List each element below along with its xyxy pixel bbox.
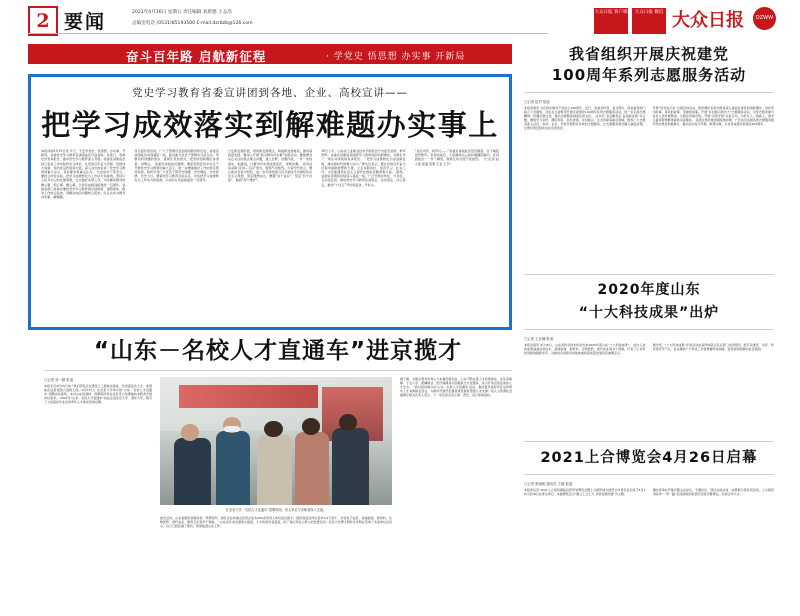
lead-column	[41, 149, 125, 319]
banner-sub-text: · 学党史 悟思想 办实事 开新局	[326, 52, 466, 62]
photo-event-banner	[179, 385, 318, 408]
masthead-contact-line: 总编室电话 (0531)85193500 E-mail:dzrbzb@126.com	[132, 21, 253, 26]
lead-column	[415, 149, 499, 319]
feature-photo-caption: 在北京大学一名校人才直通车”招聘现场，用人单位与求职者深入交流。	[225, 508, 327, 512]
masthead	[28, 6, 776, 40]
banner-main-text: 奋斗百年路 启航新征程	[126, 49, 267, 64]
photo-face-mask-icon	[224, 426, 240, 432]
app-seal-icon: 大众日报 客户端	[594, 8, 628, 34]
lead-column-text: 本报济南4月15日讯 今天，天安学党史、悟思想、办实事、开新局，省委党史学习教育宣讲团成员分赴各地、各部门、各单位作宣讲报告，推动党史学习教育深入开展。省委宣讲团成员结合各自工作实际和学习体会，从党的百年奋斗历程、党的伟大成就、党的优良传统等方面，深入浅出地宣讲了党史学习教育的重大意义、目标要求和重点任务。 与会党员干部表示，要结合岗位实际，把学习成效转化为工作动力和成效，坚持以人民为中心的发展思想，扎实做好各项工作，切实解决群众的操心事、烦心事、揪心事，以优异成绩迎接建党一百周年。各地各部门各单位要把党史学习教育同总结经验、观照现实、推动工作结合起来，同解决实际问题结合起来，扎扎实实为群众办实事、解难题。	[41, 149, 126, 200]
article2-column-text: 本报济南讯 4月15日，山东省科学技术协会发布2020年度山东“十大科技成果”。 此次入选的成果涵盖信息技术、高端装备、新材料、生物医药、现代农业等多个领域，代表了山东科技创新的最新水平，对推动全省新旧动能转换和高质量发展具有重要意义。	[524, 343, 646, 356]
photo-person	[295, 432, 330, 505]
lead-column	[134, 149, 218, 319]
article1-headline-line1: 我省组织开展庆祝建党	[568, 45, 729, 63]
article3-headline: 2021上合博览会4月26日启幕	[540, 450, 758, 466]
feature-photo	[160, 377, 392, 505]
feature-photo-block	[160, 377, 392, 605]
article1-column-text: 本报济南讯 为庆祝中国共产党成立100周年，近日，省委宣传部、省文明办、团省委等部门联合下发通知，决定在全省组织开展庆祝建党100周年系列志愿服务活动，进一步弘扬志愿精神、传播志愿文化，推动志愿服务制度化常态化。 活动以“永远跟党走 奋进新征程”为主题，聚焦学习宣传、便民利民、扶危济困、乡村振兴、生态环保等重点领域，组织广大志愿者深入社区、农村、企业、学校开展形式多样的志愿服务，让志愿服务更好融入基层治理，让群众感受到实实在在的变化。	[524, 106, 646, 131]
article3-column-text: 本报青岛讯 2021上合组织国际投资贸易博览会暨上合组织地方经贸合作青岛论坛将于4月26日至28日在青岛举行。本届博览会以“聚合上合之力 共享发展机遇”为主题。	[524, 488, 646, 497]
lead-column-text: “各位同学，同学们……”省委宣讲团成员话音刚落，台下响起热烈掌声。宣讲结束后，大家围绕关心的问题踊跃提问，宣讲团成员一一作了解答，现场互动交流气氛热烈。 （□记者 赵小菊 报道 统筹 王金 王学）	[414, 149, 500, 166]
photo-person	[257, 435, 292, 505]
article2-column-text: 据介绍，“十大科技成果”评选活动由省科协联合有关部门共同组织，经专家推荐、初评、终评等环节产生，旨在激励广大科技工作者勇攀科技高峰，营造崇尚创新的社会氛围。	[652, 343, 774, 352]
lead-column	[228, 149, 312, 319]
photo-person-head	[302, 418, 321, 435]
nameplate-logo-icon: DZWW	[753, 7, 776, 30]
photo-person	[174, 438, 211, 505]
lead-kicker: 党史学习教育省委宣讲团到各地、企业、高校宣讲——	[132, 87, 408, 99]
article-volunteer-service	[524, 44, 774, 268]
feature-article	[44, 336, 512, 610]
article3-byline: □记者 张晓帆 通讯员 王健 报道	[524, 482, 573, 486]
divider	[524, 329, 774, 330]
photo-person	[216, 431, 251, 505]
article3-column-text: 届时将举办开幕式暨主旨论坛、专题论坛、项目对接洽谈、成果展示等系列活动，上合组织国家和“一带一路”沿线国家的政商代表将齐聚青岛，共商合作大计。	[652, 488, 774, 497]
article-top-ten-tech	[524, 281, 774, 435]
wechat-seal-icon: 大众日报 微信	[632, 8, 666, 34]
lead-article-highlight	[28, 74, 512, 330]
lead-column-text: 立足新发展阶段，贯彻新发展理念，构建新发展格局，推动高质量发展。要深入开展“我为群众办实事”实践活动，聚焦群众关心关注的热点难点问题，建立台账、挂图作战，一件一件抓落实、抓推进，让群众切实感受到变化、得到实惠。 宣讲活动采取“宣讲＋互动”形式，现场气氛热烈。大家纷纷表示，要以此次宣讲为契机，进一步学深悟透习近平新时代中国特色社会主义思想，坚定理想信念，增强“四个意识”、坚定“四个自信”、做到“两个维护”。	[227, 149, 313, 183]
nameplate-title: 大众日报	[672, 10, 744, 31]
feature-column-left	[44, 377, 152, 605]
divider	[44, 370, 512, 371]
article2-headline-line2: “十大科技成果”出炉	[578, 305, 720, 321]
divider	[524, 474, 774, 475]
article1-byline: □记者 赵君 报道	[524, 100, 550, 104]
article1-body	[524, 106, 774, 268]
article3-body	[524, 488, 774, 560]
lead-column-text: 作全面系统宣讲，广大干部群众受到深刻教育和启发。省委宣讲团成员来到基层一线，面对面与党员干部群众交流互动，用群众听得懂的语言、喜闻乐见的形式，把党的创新理论讲清楚、讲明白。 省委宣讲团成员强调，要深刻领会党中央关于开展党史学习教育的重大意义，进一步增强做好工作的责任感使命感，教育引导广大党员干部学史明理、学史增信、学史崇德、学史力行。要紧扣学习教育目标任务，切实把学习成效转化为工作动力和成效，以实际行动迎接建党一百周年。	[134, 149, 219, 183]
lead-body	[41, 149, 499, 319]
article1-column-text: 开展“党史进万家”志愿宣讲活动，组织理论宣讲志愿者深入基层宣讲党的创新理论，讲好党的故事、革命的故事、英雄的故事。开展“乡村振兴我出力”志愿服务活动，引导志愿者参与农村人居环境整治、文明乡风建设等。开展“邻里守望”关爱行动，为老年人、残疾人、留守儿童等特殊群体提供关爱服务。 各级文明办要加强统筹协调，广泛动员各级各类志愿服务组织和志愿者积极参与，推动活动有序开展、取得实效，以优异成绩庆祝建党100周年。	[652, 106, 774, 127]
article1-headline-line2: 100周年系列志愿服务活动	[551, 66, 747, 84]
article2-body	[524, 343, 774, 435]
right-news-column	[524, 44, 774, 610]
feature-headline: “山东－名校人才直通车”进京揽才	[93, 338, 463, 364]
feature-byline: □记者 刘一颖 报道	[44, 378, 74, 382]
photo-person-head	[264, 421, 283, 438]
article-sco-expo	[524, 448, 774, 560]
lead-column	[321, 149, 405, 319]
divider	[524, 92, 774, 93]
feature-body	[44, 377, 512, 605]
section-title: 要闻	[64, 11, 107, 33]
divider	[524, 274, 774, 275]
feature-column-text: 此次活动，山东省组织省属高校、科研院所、国有企业和重点民营企业共200余家用人单位进京揽才，提供高层次岗位需求1.2万余个，涉及电子信息、高端装备、新材料、生物医药、现代农业、教育卫生等多个领域。 “山东近年来发展势头强劲，人才政策含金量高，给了我们年轻人很大的发展空间。”北京大学博士研究生李明在咨询了多家单位后表示，自己已经投递了简历，希望能到山东工作。	[160, 516, 392, 529]
nameplate	[672, 4, 776, 36]
divider	[524, 441, 774, 442]
article2-byline: □记者 王亚楠 报道	[524, 337, 554, 341]
lead-headline: 把学习成效落实到解难题办实事上	[41, 108, 499, 142]
feature-column-right	[400, 377, 512, 605]
photo-person-head	[339, 414, 358, 431]
masthead-divider	[28, 33, 548, 34]
lead-column-text: 19日下午，山东省工业职业技术学院报告厅内座无虚席，掌声阵阵。省委宣讲团成员围绕学习贯彻党的创新理论，为师生作了一场生动深刻的宣讲报告。 “把学习成果转化为奋进新征程、建功新时代的强大动力。”师生们表示，要从党的百年奋斗历程中汲取智慧和力量，立足本职岗位，刻苦学习、扎实工作，为全面建设社会主义现代化国家贡献青春力量。 据悉，省委宣讲团将持续深入基层一线，广泛开展对象化、分众化、互动化宣讲，推动党史学习教育往深里走、往实里走、往心里走，推动“十四五”开好局起步、开好头。	[321, 149, 406, 187]
photo-person	[332, 428, 369, 505]
masthead-date-line: 2021年4月16日 星期五 责任编辑 刘唐德 王志浩	[132, 10, 232, 15]
article2-headline-line1: 2020年度山东	[597, 282, 701, 298]
feature-column-text: 据了解，为吸引更多优秀人才来鲁创新创业，山东不断完善人才政策体系，在住房保障、子女入学、配偶就业、医疗保健等方面提供全方位服务，着力打造近悦远来的人才生态。 “我们将持续办好‘山东－名校人才直通车’活动，推动更多高校毕业生和青年人才来鲁就业创业，为新时代现代化强省建设提供坚强人才支撑。”省人力资源社会保障厅相关负责人表示，下一步还将走进上海、西安、武汉等地高校。	[400, 377, 512, 398]
page-number: 2	[28, 6, 58, 36]
campaign-banner	[28, 44, 512, 64]
feature-column-text: 本报北京4月15日电 “我们学院正在建设人工智能实验室，急需高层次人才，希望能在这里找到合适的人选。”4月15日，在北京大学举办的“山东－名校人才直通车”招聘活动现场，来自山东的高校、科研院所和企业负责人热情地向求职者介绍岗位需求。 2021年“山东－名校人才直通车”首站走进北京大学、清华大学，吸引了大批高校毕业生和青年人才前来咨询应聘。	[44, 384, 152, 405]
